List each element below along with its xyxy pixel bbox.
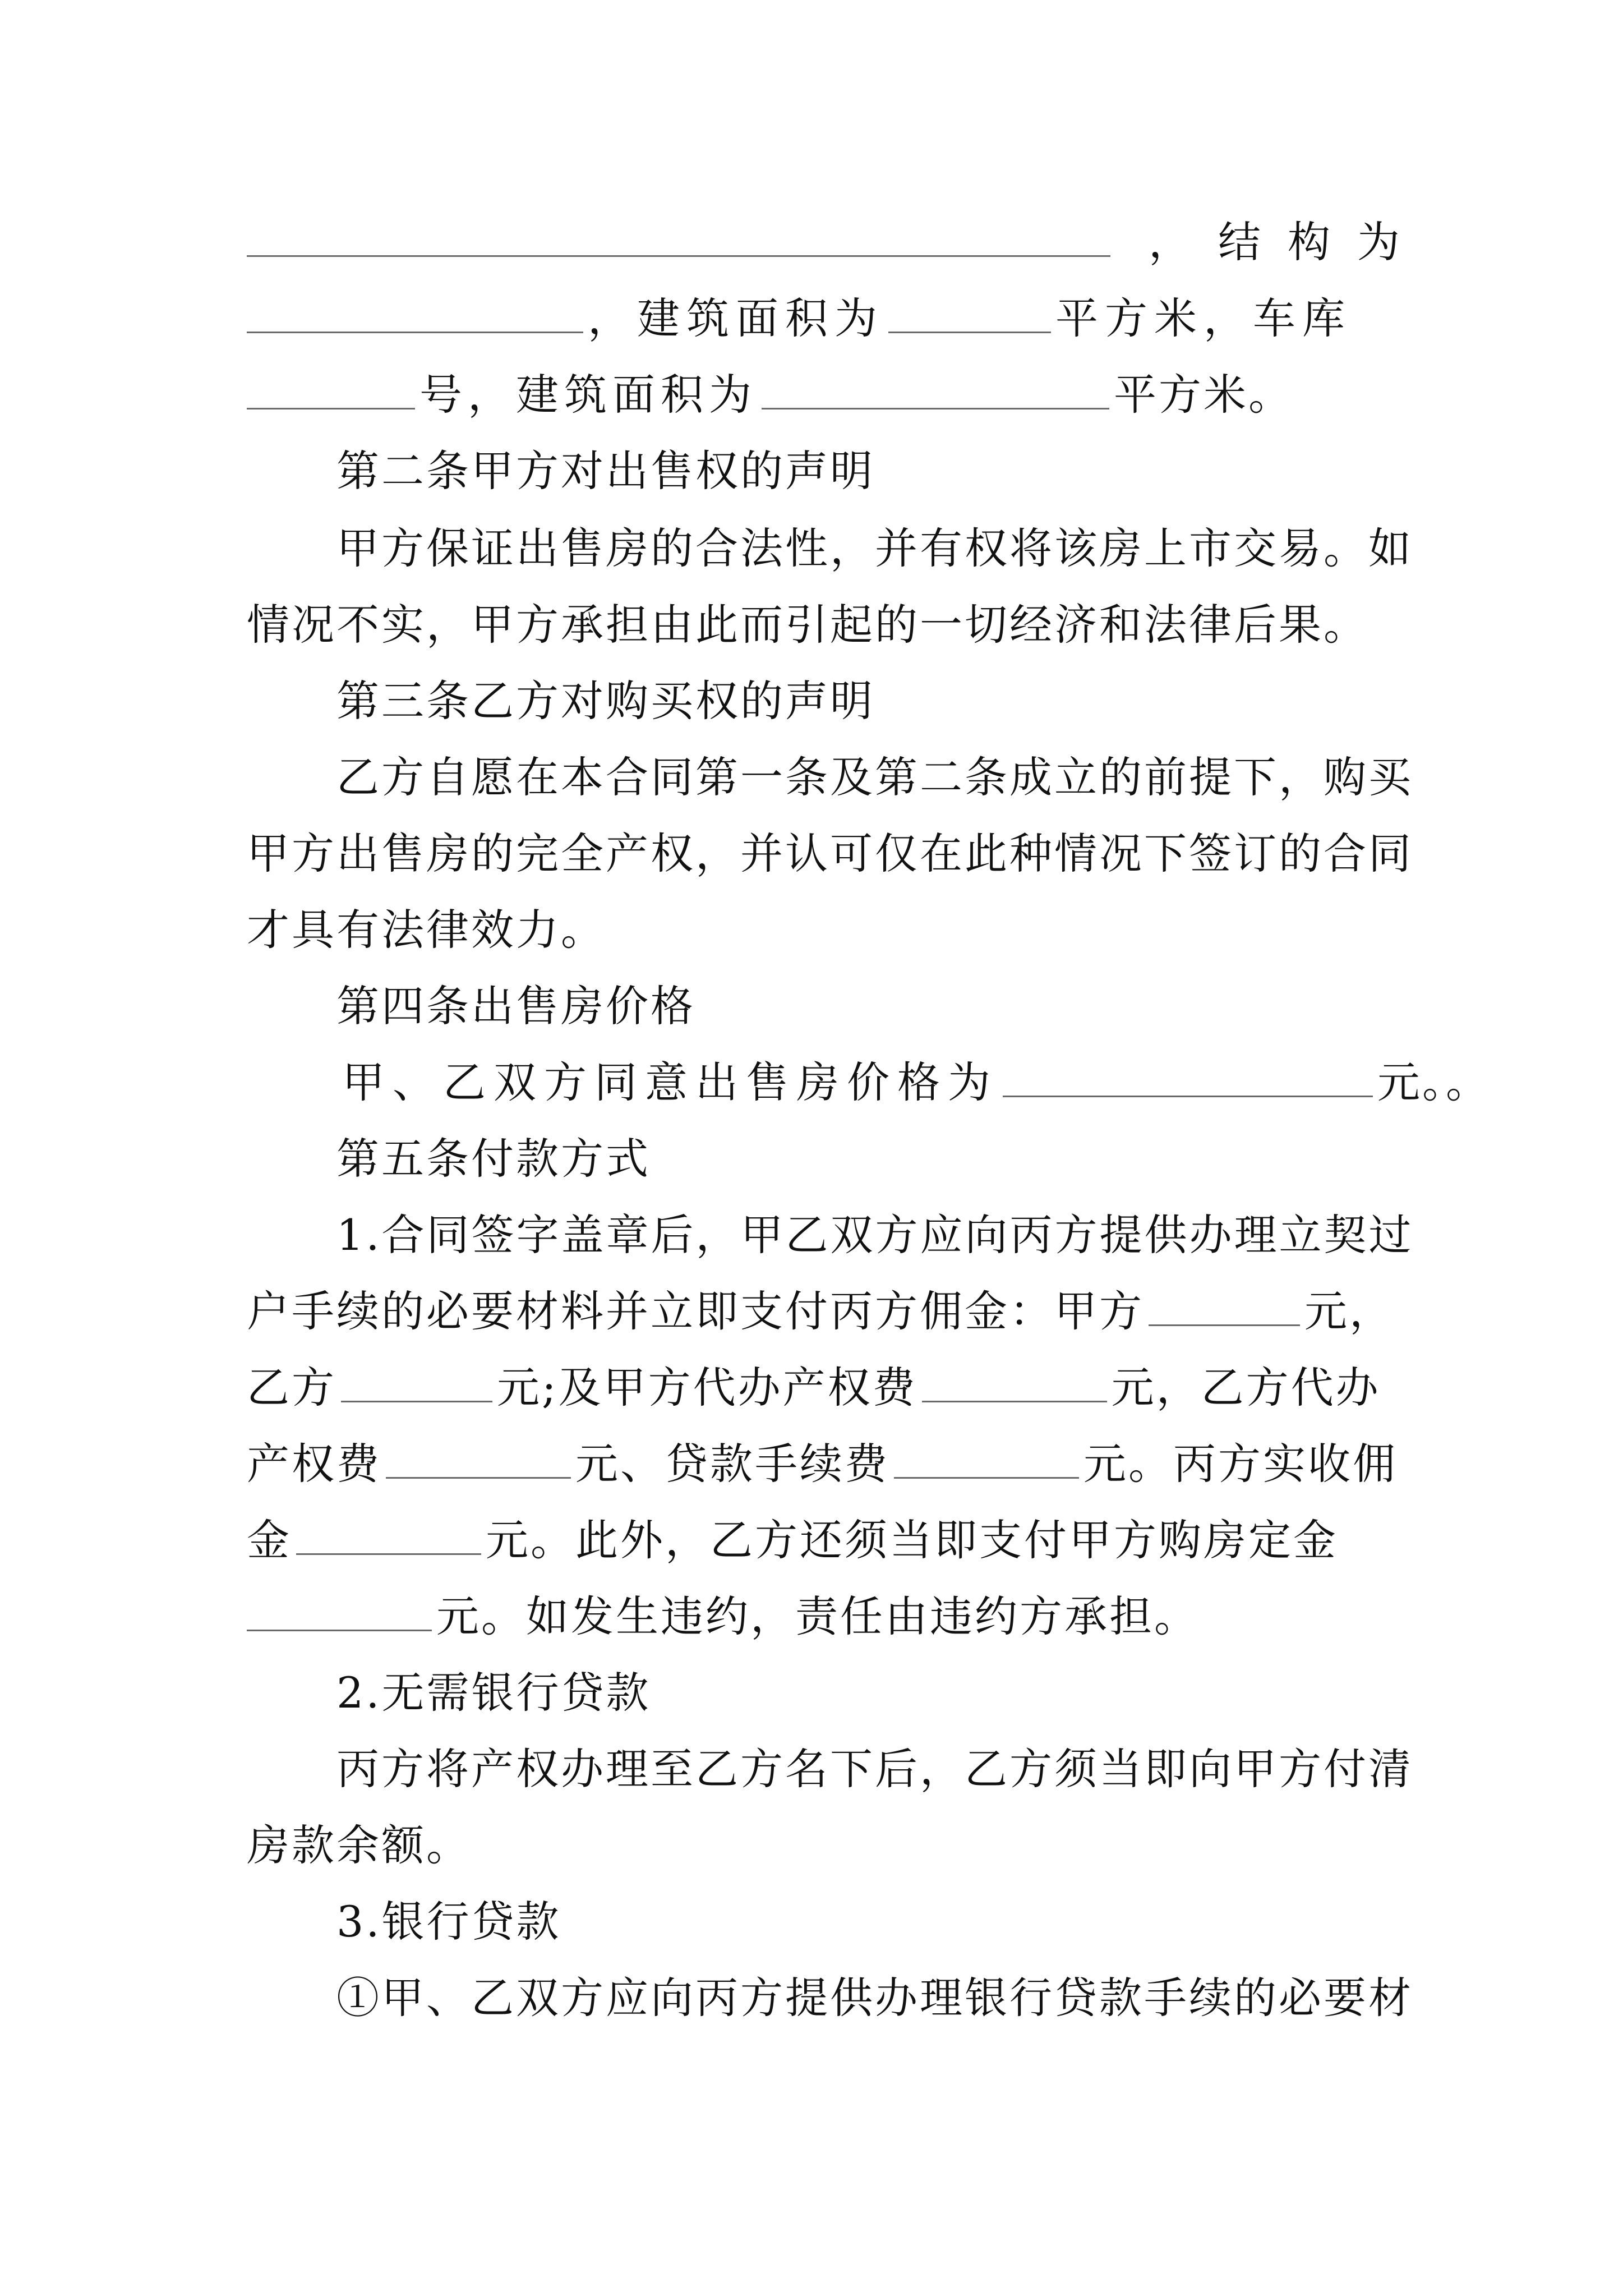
paragraph-line: 乙方自愿在本合同第一条及第二条成立的前提下，购买 bbox=[336, 752, 1413, 802]
paragraph-line: 丙方将产权办理至乙方名下后，乙方须当即向甲方付清 bbox=[336, 1744, 1413, 1794]
paragraph-line: 甲方出售房的完全产权，并认可仅在此种情况下签订的合同 bbox=[247, 829, 1413, 878]
text-fragment: 户手续的必要材料并立即支付丙方佣金：甲方 bbox=[247, 1286, 1144, 1336]
section-title: 3.银行贷款 bbox=[336, 1897, 561, 1947]
paragraph-line: 甲方保证出售房的合法性，并有权将该房上市交易。如 bbox=[336, 523, 1413, 573]
text-fragment: 平方米。 bbox=[1114, 370, 1293, 420]
paragraph-line bbox=[342, 1049, 1497, 1116]
fill-blank bbox=[247, 295, 583, 333]
text-fragment: ，建筑面积为 bbox=[588, 293, 884, 343]
fill-blank bbox=[386, 1440, 571, 1479]
paragraph-line: 房款余额。 bbox=[247, 1820, 471, 1870]
text-line bbox=[247, 361, 1402, 429]
paragraph-line: ①甲、乙双方应向丙方提供办理银行贷款手续的必要材 bbox=[336, 1973, 1413, 2023]
text-fragment: 金 bbox=[247, 1515, 292, 1565]
paragraph-line: 才具有法律效力。 bbox=[247, 905, 606, 955]
text-line bbox=[247, 285, 1402, 352]
paragraph-line bbox=[247, 1354, 1402, 1421]
article-title: 第二条甲方对出售权的声明 bbox=[336, 446, 875, 496]
text-fragment: ，结构为 bbox=[1149, 217, 1427, 267]
fill-blank bbox=[762, 371, 1109, 409]
fill-blank bbox=[247, 1593, 432, 1631]
fill-blank bbox=[1003, 1059, 1373, 1097]
text-fragment: 元。此外，乙方还须当即支付甲方购房定金 bbox=[486, 1515, 1338, 1565]
fill-blank bbox=[922, 1364, 1107, 1402]
fill-blank bbox=[1149, 1287, 1300, 1326]
text-fragment: 号，建筑面积为 bbox=[419, 370, 757, 420]
text-line bbox=[247, 209, 1427, 276]
text-fragment: 元，乙方代办 bbox=[1111, 1363, 1381, 1412]
paragraph-line bbox=[247, 1507, 1402, 1574]
paragraph-line bbox=[247, 1583, 1402, 1650]
paragraph-line: 1.合同签字盖章后，甲乙双方应向丙方提供办理立契过 bbox=[336, 1210, 1414, 1260]
section-title: 2.无需银行贷款 bbox=[336, 1668, 651, 1718]
fill-blank bbox=[894, 1440, 1079, 1479]
text-fragment: 元， bbox=[1304, 1286, 1394, 1336]
text-fragment: 元、贷款手续费 bbox=[575, 1439, 889, 1489]
text-fragment: 甲、乙双方同意出售房价格为 bbox=[342, 1057, 998, 1107]
article-title: 第三条乙方对购买权的声明 bbox=[336, 676, 875, 726]
fill-blank bbox=[888, 295, 1051, 333]
text-fragment: 元;及甲方代办产权费 bbox=[497, 1363, 917, 1412]
paragraph-line: 情况不实，甲方承担由此而引起的一切经济和法律后果。 bbox=[247, 600, 1368, 650]
article-title: 第四条出售房价格 bbox=[336, 981, 695, 1031]
text-fragment: 乙方 bbox=[247, 1363, 336, 1412]
fill-blank bbox=[247, 218, 1110, 257]
fill-blank bbox=[247, 371, 415, 409]
text-fragment: 元。。 bbox=[1377, 1057, 1491, 1107]
paragraph-line bbox=[247, 1430, 1402, 1498]
fill-blank bbox=[341, 1364, 492, 1402]
text-fragment: 元。丙方实收佣 bbox=[1083, 1439, 1398, 1489]
article-title: 第五条付款方式 bbox=[336, 1134, 651, 1184]
text-fragment: 产权费 bbox=[247, 1439, 381, 1489]
text-fragment: 元。如发生违约，责任由违约方承担。 bbox=[436, 1591, 1199, 1641]
fill-blank bbox=[296, 1516, 481, 1555]
paragraph-line bbox=[247, 1278, 1402, 1345]
text-fragment: 平方米，车库 bbox=[1055, 293, 1352, 343]
